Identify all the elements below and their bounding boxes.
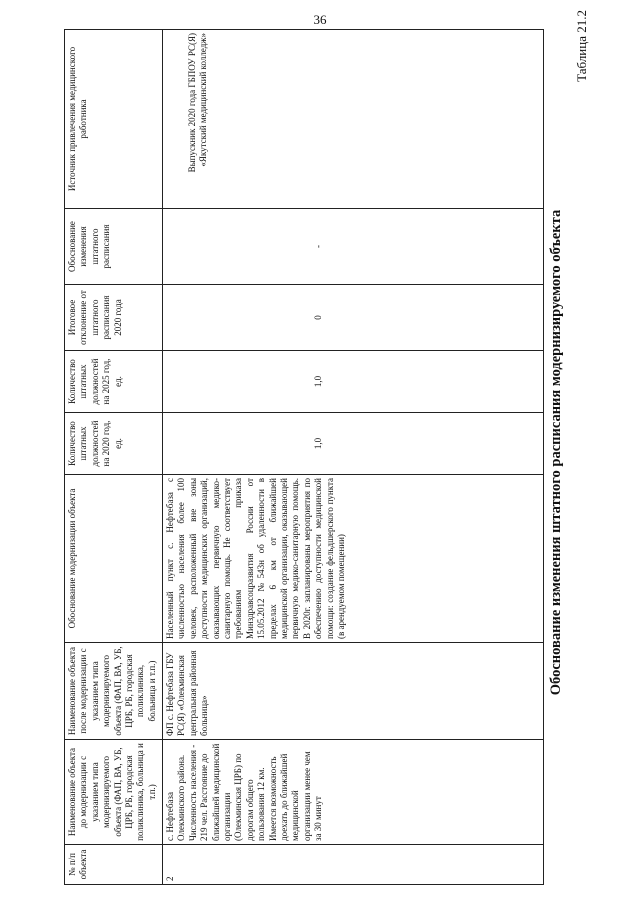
cell-object-before: с. Нефтебаза Олекминского района. Численность населения - 219 чел. Расстояние до ближайшей медицинской организации (Олекминская ЦРБ) по дорогам общего пользования 12 км. Имеется возможность доехать до ближайшей медицинской организации менее чем за 30 минут — [163, 740, 544, 845]
column-header: Наименование объекта после модернизации с указанием типа модернизируемого объекта (ФАП, ВА, УБ, ЦРБ, РБ, городская поликлиника, больница и т.п.) — [65, 643, 163, 740]
table-row — [163, 30, 544, 885]
column-header: Обоснование изменения штатного расписания — [65, 209, 163, 285]
page-number: 36 — [313, 12, 327, 27]
table-label: Таблица 21.2 — [574, 10, 589, 82]
cell-justification: Населенный пункт с. Нефтебаза с численностью населения более 100 человек, расположенный вне зоны доступности медицинских организаций, оказывающих первичную медико-санитарную помощь. Не соответствует требованиям приказа Минздравсоцразвития России от 15.05.2012 №543н об удаленности в пределах 6 км от ближайшей медицинской организации, оказывающей первичную медико-санитарную помощь. В 2020г. запланированы мероприятия по обеспечению доступности медицинской помощи: создание фельдшерского пункта (в арендуемом помещении) — [163, 475, 544, 643]
column-header: Источник привлечения медицинского работника — [65, 30, 163, 209]
column-header: Наименование объекта до модернизации с указанием типа модернизируемого объекта (ФАП, ВА, УБ, ЦРБ, РБ, городская поликлиника, больница и т.п.) — [65, 740, 163, 845]
cell-object-after: ФП с. Нефтебаза ГБУ РС(Я) «Олекминская центральная районная больница» — [163, 643, 544, 740]
document-title: Обоснование изменения штатного расписания модернизируемого объекта — [548, 209, 564, 696]
column-header: Количество штатных должностей на 2025 год, ед. — [65, 351, 163, 413]
column-header: № п/п объекта — [65, 845, 163, 885]
cell-number: 2 — [163, 845, 544, 885]
cell-staff-2025: 1,0 — [163, 351, 544, 413]
column-header: Итоговое отклонение от штатного расписания 2020 года — [65, 285, 163, 351]
staffing-table — [64, 29, 544, 885]
column-header: Количество штатных должностей на 2020 год, ед. — [65, 413, 163, 475]
cell-source: Выпускник 2020 года ГБПОУ РС(Я) «Якутский медицинский колледж» — [163, 30, 544, 209]
cell-deviation: 0 — [163, 285, 544, 351]
cell-change-reason: - — [163, 209, 544, 285]
table-header-row — [65, 30, 163, 885]
cell-staff-2020: 1,0 — [163, 413, 544, 475]
column-header: Обоснование модернизации объекта — [65, 475, 163, 643]
